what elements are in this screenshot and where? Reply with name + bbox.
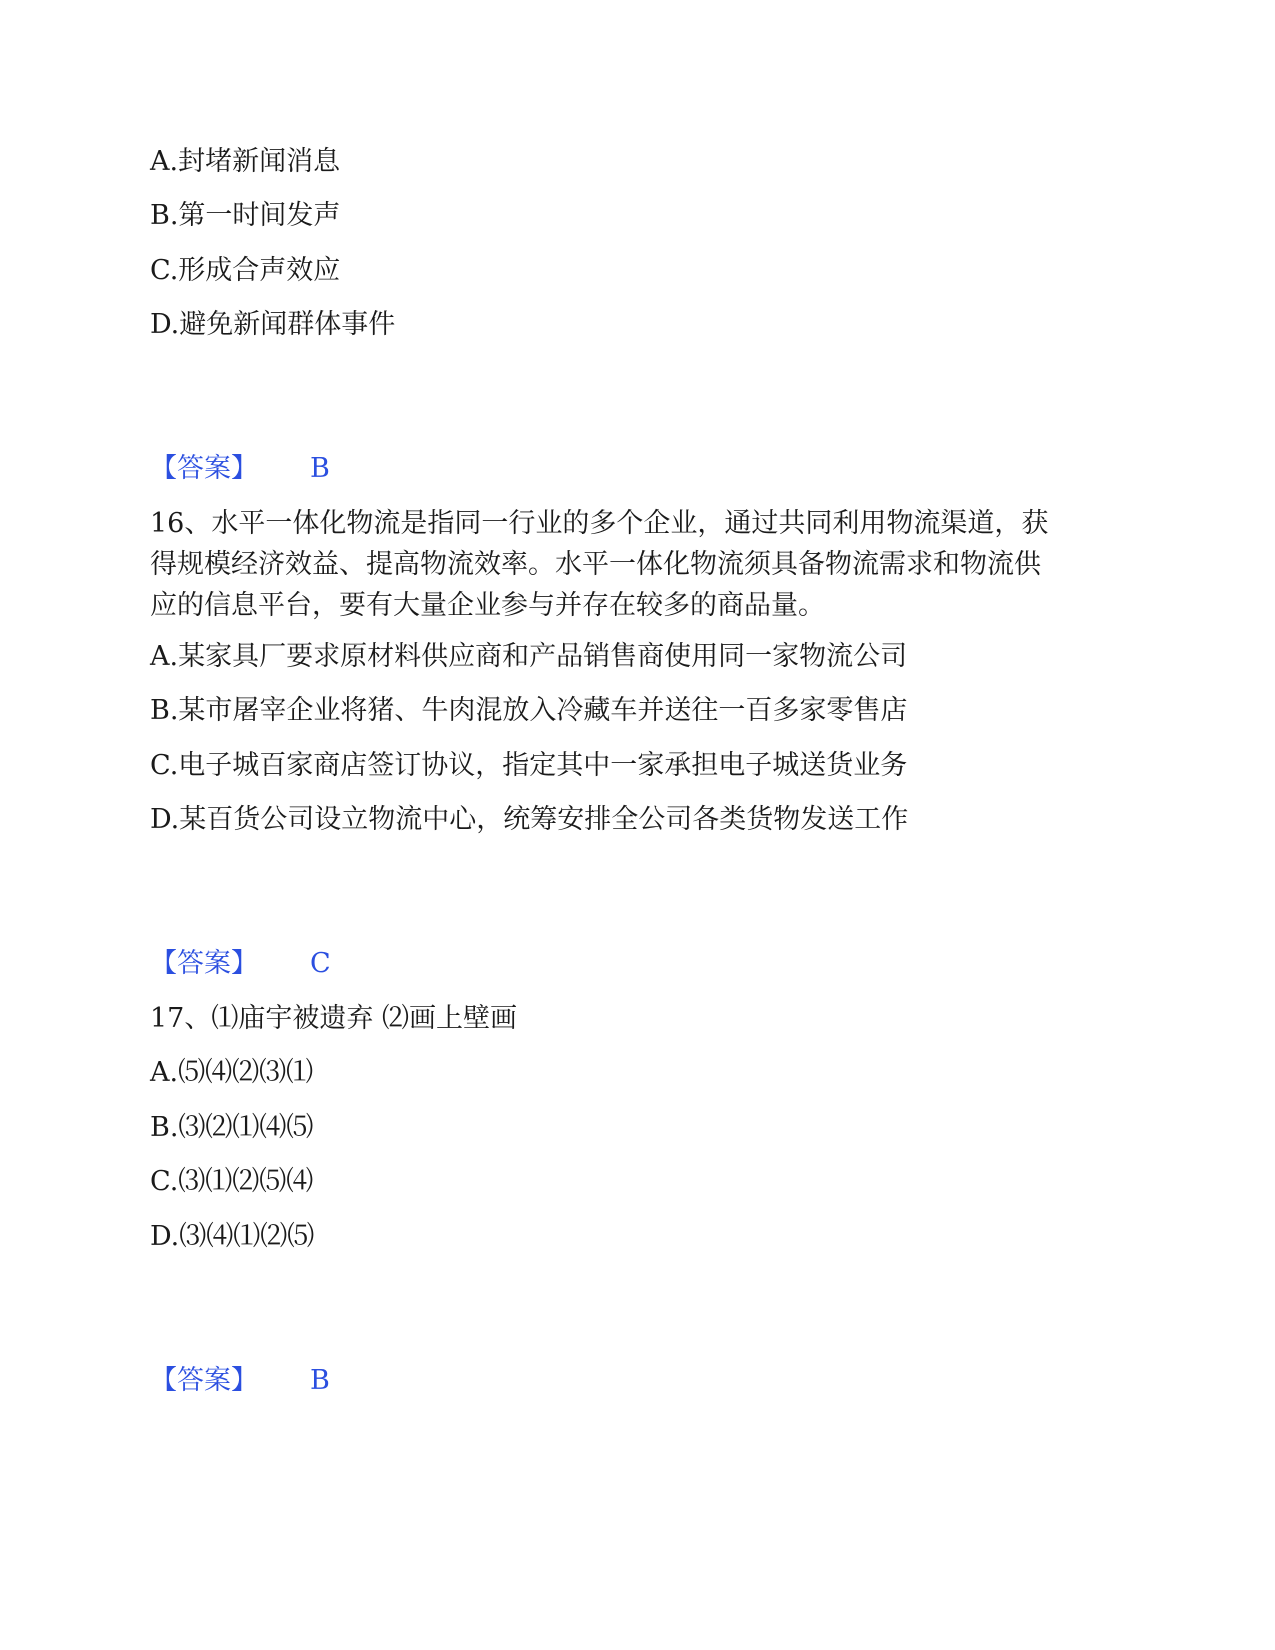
- q15-answer-label: 【答案】: [150, 453, 258, 484]
- q16-stem-line-1: 16、水平一体化物流是指同一行业的多个企业，通过共同利用物流渠道，获: [150, 508, 1049, 539]
- q16-stem-line-2: 得规模经济效益、提高物流效率。水平一体化物流须具备物流需求和物流供: [150, 549, 1041, 580]
- q16-answer-label: 【答案】: [150, 948, 258, 979]
- q16-option-b: B.某市屠宰企业将猪、牛肉混放入冷藏车并送往一百多家零售店: [150, 695, 908, 726]
- q15-option-b: B.第一时间发声: [150, 200, 341, 231]
- q17-stem: 17、⑴庙宇被遗弃 ⑵画上壁画: [150, 1003, 517, 1034]
- q17-option-b: B.⑶⑵⑴⑷⑸: [150, 1112, 314, 1143]
- q17-option-d: D.⑶⑷⑴⑵⑸: [150, 1221, 315, 1252]
- q15-option-a: A.封堵新闻消息: [150, 146, 341, 177]
- q16-answer: [150, 944, 331, 984]
- q17-option-a: A.⑸⑷⑵⑶⑴: [150, 1057, 314, 1088]
- q17-answer: [150, 1361, 330, 1401]
- q16-option-a: A.某家具厂要求原材料供应商和产品销售商使用同一家物流公司: [150, 641, 908, 672]
- q17-answer-label: 【答案】: [150, 1365, 258, 1396]
- q15-option-c: C.形成合声效应: [150, 255, 341, 286]
- q16-stem-line-3: 应的信息平台，要有大量企业参与并存在较多的商品量。: [150, 590, 825, 621]
- q17-answer-value: B: [310, 1365, 330, 1396]
- q16-option-c: C.电子城百家商店签订协议，指定其中一家承担电子城送货业务: [150, 750, 908, 781]
- q15-answer-value: B: [310, 453, 330, 484]
- q15-option-d: D.避免新闻群体事件: [150, 309, 396, 340]
- q16-answer-value: C: [310, 948, 331, 979]
- q16-option-d: D.某百货公司设立物流中心，统筹安排全公司各类货物发送工作: [150, 804, 909, 835]
- q17-option-c: C.⑶⑴⑵⑸⑷: [150, 1166, 314, 1197]
- q15-answer: [150, 449, 330, 489]
